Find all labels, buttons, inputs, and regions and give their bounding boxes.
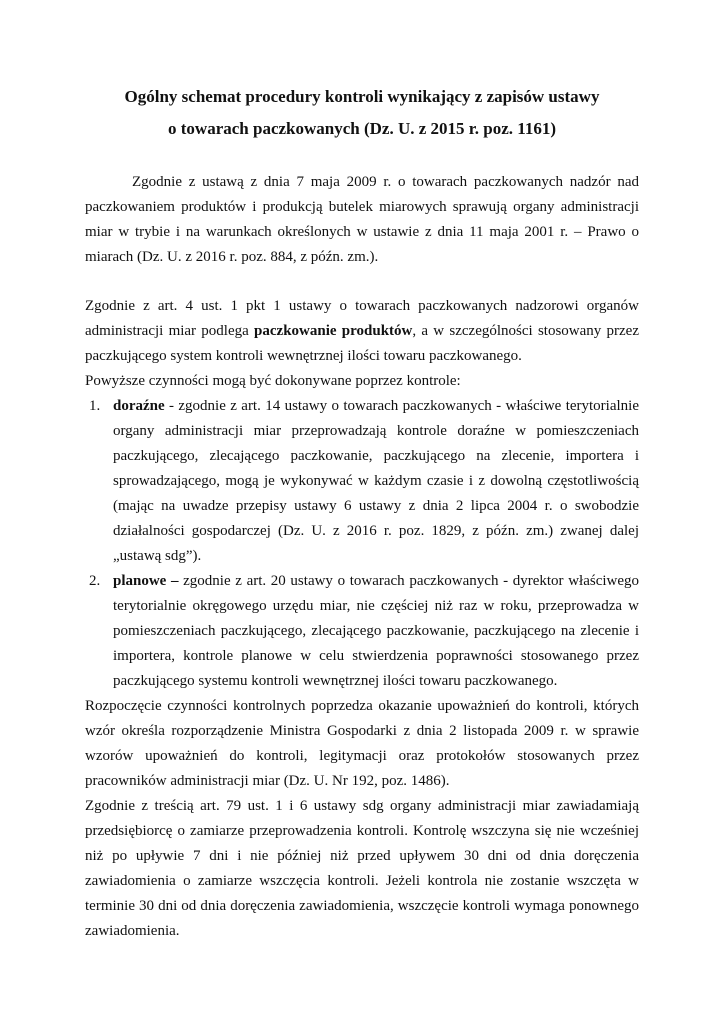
document-body [85,170,639,944]
supervision-text-end: , a w szczególności stosowany przez paczkującego system kontroli wewnętrznej ilości towaru paczkowanego. [85,323,639,364]
paragraph-legal-basis: Zgodnie z ustawą z dnia 7 maja 2009 r. o towarach paczkowanych nadzór nad paczkowaniem produktów i produkcją butelek miarowych sprawują organy administracji miar w trybie i na warunkach określonych w ustawie z dnia 11 maja 2001 r. – Prawo o miarach (Dz. U. z 2016 r. poz. 884, z późn. zm.). [85,174,639,265]
document-title-line-2: o towarach paczkowanych (Dz. U. z 2015 r. poz. 1161) [168,119,556,138]
list-item-ad-hoc-control [85,394,639,569]
list-item-text: - zgodnie z art. 14 ustawy o towarach paczkowanych - właściwe terytorialnie organy administracji miar przeprowadzają kontrole doraźne w pomieszczeniach paczkującego, zlecającego paczkowanie, paczkującego na zlecenie, importera i sprowadzającego, mogą je wykonywać w każdym czasie i z dowolną częstotliwością (mając na uwadze przepisy ustawy 6 ustawy z dnia 2 lipca 2004 r. o swobodzie działalności gospodarczej (Dz. U. z 2016 r. poz. 1829, z późn. zm.) zwanej dalej „ustawą sdg”). [113,398,639,564]
paragraph-authorization: Rozpoczęcie czynności kontrolnych poprzedza okazanie upoważnień do kontroli, których wzór określa rozporządzenie Ministra Gospodarki z dnia 2 listopada 2009 r. w sprawie wzorów upoważnień do kontroli, legitymacji oraz protokołów stosowanych przez pracowników administracji miar (Dz. U. Nr 192, poz. 1486). [85,698,639,789]
list-item-term: planowe – [113,573,179,589]
document-title-line-1: Ogólny schemat procedury kontroli wynikający z zapisów ustawy [124,87,600,106]
list-item-planned-control [85,569,639,694]
list-item-text: zgodnie z art. 20 ustawy o towarach paczkowanych - dyrektor właściwego terytorialnie okręgowego urzędu miar, nie częściej niż raz w roku, przeprowadza w pomieszczeniach paczkującego, zlecającego paczkowanie, paczkującego na zlecenie i importera, kontrole planowe w celu stwierdzenia poprawności stosowanego przez paczkującego systemu kontroli wewnętrznej ilości towaru paczkowanego. [113,573,640,689]
control-types-list [85,394,639,694]
list-item-number: 1. [89,398,101,414]
paragraph-supervision-scope [85,294,639,369]
paragraph-gap [85,270,639,294]
paragraph-control-intro: Powyższe czynności mogą być dokonywane poprzez kontrole: [85,373,461,389]
supervision-bold-term: paczkowanie produktów [254,323,413,339]
supervision-text-start: Zgodnie z art. 4 ust. 1 pkt 1 ustawy o towarach paczkowanych nadzorowi organów administracji miar podlega [85,298,639,339]
list-item-term: doraźne [113,398,165,414]
paragraph-notification: Zgodnie z treścią art. 79 ust. 1 i 6 ustawy sdg organy administracji miar zawiadamiają przedsiębiorcę o zamiarze przeprowadzenia kontroli. Kontrolę wszczyna się nie wcześniej niż po upływie 7 dni i nie później niż przed upływem 30 dni od dnia doręczenia zawiadomienia o zamiarze wszczęcia kontroli. Jeżeli kontrola nie zostanie wszczęta w terminie 30 dni od dnia doręczenia zawiadomienia, wszczęcie kontroli wymaga ponownego zawiadomienia. [85,798,639,939]
list-item-number: 2. [89,573,101,589]
